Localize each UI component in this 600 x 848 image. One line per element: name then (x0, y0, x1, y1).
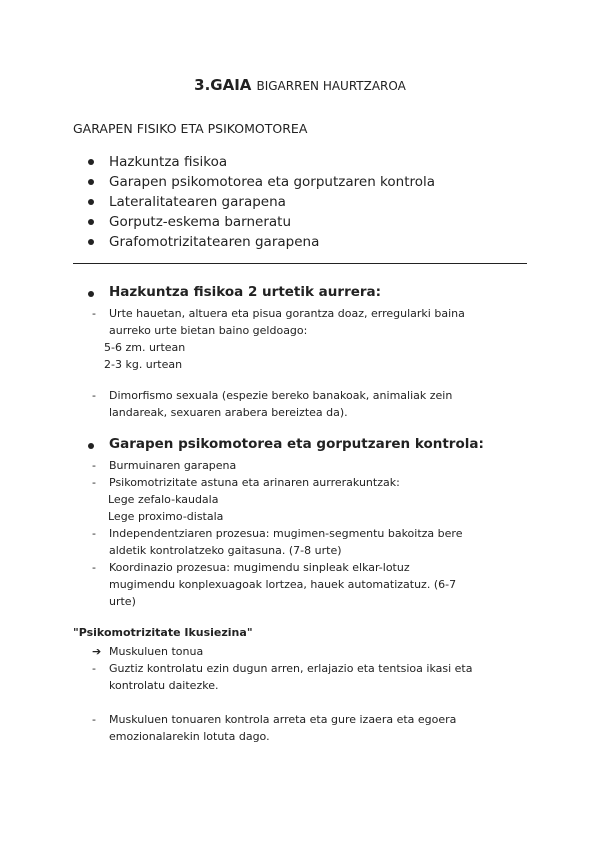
divider (73, 263, 527, 264)
section-heading: GARAPEN FISIKO ETA PSIKOMOTOREA (73, 121, 308, 136)
dash-icon: - (92, 713, 96, 726)
garapen-item3-line1: Independentziaren prozesua: mugimen-segmentu bakoitza bere (109, 527, 463, 540)
garapen-heading-text: Garapen psikomotorea eta gorputzaren kontrola: (109, 436, 484, 452)
hazkuntza-item1-line1: Urte hauetan, altuera eta pisua gorantza doaz, erregularki baina (109, 307, 465, 320)
arrow-right-icon: ➔ (92, 645, 102, 658)
garapen-item4-line1: Koordinazio prozesua: mugimendu sinpleak elkar-lotuz (109, 561, 410, 574)
page-title (0, 75, 600, 94)
topic-label: Hazkuntza fisikoa (109, 154, 228, 170)
hazkuntza-item2-line2: landareak, sexuaren arabera bereiztea da). (109, 406, 348, 419)
topic-label: Grafomotrizitatearen garapena (109, 234, 320, 250)
title-sub: BIGARREN HAURTZAROA (256, 79, 406, 93)
garapen-item3-line2: aldetik kontrolatzeko gaitasuna. (7-8 urte) (109, 544, 342, 557)
garapen-law2: Lege proximo-distala (108, 510, 224, 523)
garapen-item2: Psikomotrizitate astuna eta arinaren aurrerakuntzak: (109, 476, 400, 489)
dash-icon: - (92, 389, 96, 402)
dash-icon: - (92, 476, 96, 489)
dash-icon: - (92, 561, 96, 574)
dash-icon: - (92, 307, 96, 320)
bullet-icon (88, 219, 94, 225)
bullet-icon (88, 239, 94, 245)
bullet-icon (88, 443, 94, 449)
bullet-icon (88, 179, 94, 185)
garapen-law1: Lege zefalo-kaudala (108, 493, 219, 506)
ikusiezina-item2-line1: Muskuluen tonuaren kontrola arreta eta gure izaera eta egoera (109, 713, 457, 726)
ikusiezina-item1-line1: Guztiz kontrolatu ezin dugun arren, erlajazio eta tentsioa ikasi eta (109, 662, 473, 675)
ikusiezina-arrow-item: Muskuluen tonua (109, 645, 204, 658)
ikusiezina-heading: "Psikomotrizitate Ikusiezina" (73, 626, 253, 639)
garapen-item4-line3: urte) (109, 595, 136, 608)
hazkuntza-heading-text: Hazkuntza fisikoa 2 urtetik aurrera: (109, 284, 382, 300)
topic-label: Garapen psikomotorea eta gorputzaren kontrola (109, 174, 436, 190)
dash-icon: - (92, 459, 96, 472)
ikusiezina-item2-line2: emozionalarekin lotuta dago. (109, 730, 270, 743)
bullet-icon (88, 199, 94, 205)
garapen-item4-line2: mugimendu konplexuagoak lortzea, hauek automatizatuz. (6-7 (109, 578, 457, 591)
topic-label: Lateralitatearen garapena (109, 194, 286, 210)
hazkuntza-item2-line1: Dimorfismo sexuala (espezie bereko banakoak, animaliak zein (109, 389, 453, 402)
hazkuntza-measure2: 2-3 kg. urtean (104, 358, 183, 371)
title-main: 3.GAIA (194, 76, 252, 94)
ikusiezina-item1-line2: kontrolatu daitezke. (109, 679, 219, 692)
dash-icon: - (92, 527, 96, 540)
garapen-item1: Burmuinaren garapena (109, 459, 237, 472)
hazkuntza-measure1: 5-6 zm. urtean (104, 341, 186, 354)
topic-label: Gorputz-eskema barneratu (109, 214, 292, 230)
hazkuntza-item1-line2: aurreko urte bietan baino geldoago: (109, 324, 308, 337)
bullet-icon (88, 159, 94, 165)
bullet-icon (88, 291, 94, 297)
dash-icon: - (92, 662, 96, 675)
